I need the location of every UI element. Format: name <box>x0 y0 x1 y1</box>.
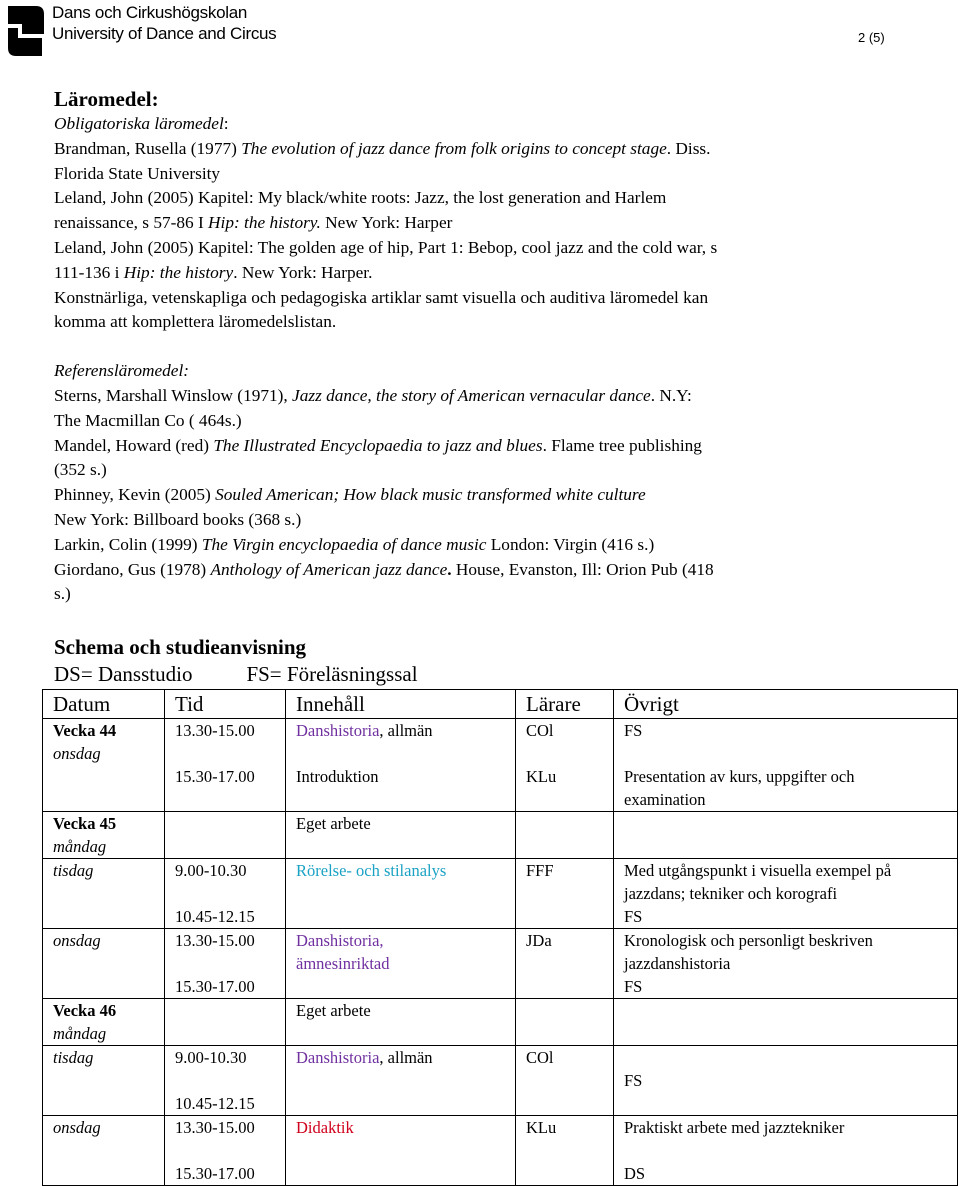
notes-cell <box>614 1046 958 1116</box>
ref-title: Souled American; How black music transformed white culture <box>215 485 646 505</box>
table-row <box>43 812 958 859</box>
date-cell <box>43 859 165 929</box>
ref-text: The Macmillan Co ( 464s.) <box>54 410 242 430</box>
ref-title: Hip: the history <box>123 262 234 282</box>
time-cell <box>165 812 286 859</box>
content-line <box>296 1046 505 1069</box>
date-cell <box>43 1046 165 1116</box>
date-cell <box>43 1116 165 1186</box>
header-innehall: Innehåll <box>286 690 516 719</box>
note-text: komma att komplettera läromedelslistan. <box>54 312 337 332</box>
reference-leland-1 <box>54 186 914 236</box>
note: Praktiskt arbete med jazztekniker <box>624 1118 845 1137</box>
ref-text: House, Evanston, Ill: Orion Pub (418 <box>451 559 714 579</box>
ref-text: Mandel, Howard (red) <box>54 435 214 455</box>
note: Med utgångspunkt i visuella exempel på <box>624 861 892 880</box>
content-cell <box>286 1116 516 1186</box>
ref-text: Leland, John (2005) Kapitel: My black/white roots: Jazz, the lost generation and Harlem <box>54 188 667 208</box>
ref-text: Leland, John (2005) Kapitel: The golden age of hip, Part 1: Bebop, cool jazz and the cold war, s <box>54 237 718 257</box>
content-cell <box>286 719 516 812</box>
time-slot: 13.30-15.00 <box>175 721 255 740</box>
reference-giordano <box>54 558 914 608</box>
day-label: onsdag <box>53 1118 101 1137</box>
time-slot: 13.30-15.00 <box>175 1118 255 1137</box>
note: FS <box>624 907 643 926</box>
ref-text: Brandman, Rusella (1977) <box>54 138 242 158</box>
reference-brandman <box>54 137 914 187</box>
teacher-cell <box>516 1116 614 1186</box>
content-cell <box>286 812 516 859</box>
note: DS <box>624 1164 646 1183</box>
teacher: JDa <box>526 931 552 950</box>
referens-label: Referensläromedel: <box>54 361 190 381</box>
reference-leland-2 <box>54 236 914 286</box>
note: examination <box>624 790 706 809</box>
ref-text: . Flame tree publishing <box>542 435 702 455</box>
note-text: Konstnärliga, vetenskapliga och pedagogiska artiklar samt visuella och auditiva läromedel kan <box>54 287 709 307</box>
ref-text: 111-136 i <box>54 262 124 282</box>
ref-title: The Virgin encyclopaedia of dance music <box>201 534 487 554</box>
table-row <box>43 719 958 812</box>
week-label: Vecka 44 <box>53 721 117 740</box>
institution-name-en: University of Dance and Circus <box>52 24 277 43</box>
date-cell <box>43 929 165 999</box>
ref-text: Phinney, Kevin (2005) <box>54 485 216 505</box>
note: jazzdanshistoria <box>624 954 731 973</box>
content-line <box>296 719 505 742</box>
content-text: Eget arbete <box>296 1001 371 1020</box>
teacher-cell <box>516 859 614 929</box>
teacher-cell <box>516 999 614 1046</box>
university-logo <box>4 4 46 58</box>
time-cell <box>165 929 286 999</box>
header-datum: Datum <box>43 690 165 719</box>
ref-text: Larkin, Colin (1999) <box>54 534 202 554</box>
day-label: onsdag <box>53 744 101 763</box>
week-label: Vecka 46 <box>53 1001 117 1020</box>
note: FS <box>624 977 643 996</box>
ref-text: . New York: Harper. <box>233 262 373 282</box>
day-label: onsdag <box>53 931 101 950</box>
note: FS <box>624 721 643 740</box>
content-cell <box>286 859 516 929</box>
notes-cell <box>614 719 958 812</box>
ref-text: New York: Harper <box>320 213 453 233</box>
ref-text: s.) <box>54 584 71 604</box>
ref-text: Sterns, Marshall Winslow (1971), <box>54 385 293 405</box>
content-cell <box>286 929 516 999</box>
teacher-cell <box>516 719 614 812</box>
time-cell <box>165 1046 286 1116</box>
content-cell <box>286 999 516 1046</box>
teacher: KLu <box>526 1118 557 1137</box>
table-row <box>43 1116 958 1186</box>
ref-title: The evolution of jazz dance from folk origins to concept stage <box>241 138 667 158</box>
content-colored: ämnesinriktad <box>296 954 390 973</box>
teacher: KLu <box>526 767 557 786</box>
teacher: FFF <box>526 861 554 880</box>
ref-text: New York: Billboard books (368 s.) <box>54 509 302 529</box>
time-slot: 15.30-17.00 <box>175 767 255 786</box>
ref-text: . Diss. <box>666 138 711 158</box>
content-cell <box>286 1046 516 1116</box>
notes-cell <box>614 999 958 1046</box>
main-content <box>54 86 914 607</box>
notes-cell <box>614 812 958 859</box>
reference-phinney <box>54 483 914 533</box>
date-cell <box>43 812 165 859</box>
week-label: Vecka 45 <box>53 814 117 833</box>
obligatory-label <box>54 112 914 137</box>
content-text: Introduktion <box>296 767 379 786</box>
laromedel-heading: Läromedel: <box>54 87 159 111</box>
time-cell <box>165 859 286 929</box>
header-tid: Tid <box>165 690 286 719</box>
ref-title: Hip: the history. <box>208 213 321 233</box>
legend-fs: FS= Föreläsningssal <box>246 662 418 686</box>
ref-text: Giordano, Gus (1978) <box>54 559 211 579</box>
note: jazzdans; tekniker och korografi <box>624 884 838 903</box>
content-colored: Rörelse- och stilanalys <box>296 861 447 880</box>
content-colored: Danshistoria <box>296 1048 380 1067</box>
time-slot: 15.30-17.00 <box>175 1164 255 1183</box>
reference-mandel <box>54 434 914 484</box>
day-label: måndag <box>53 1024 107 1043</box>
note: Presentation av kurs, uppgifter och <box>624 767 855 786</box>
time-slot: 10.45-12.15 <box>175 1094 255 1113</box>
time-cell <box>165 719 286 812</box>
teacher: COl <box>526 721 554 740</box>
time-cell <box>165 1116 286 1186</box>
ref-title: Jazz dance, the story of American vernacular dance <box>292 385 651 405</box>
header-ovrigt: Övrigt <box>614 690 958 719</box>
time-slot: 13.30-15.00 <box>175 931 255 950</box>
ref-text: London: Virgin (416 s.) <box>486 534 655 554</box>
table-row <box>43 859 958 929</box>
page-number: 2 (5) <box>858 30 885 45</box>
time-slot: 9.00-10.30 <box>175 861 247 880</box>
day-label: måndag <box>53 837 107 856</box>
ref-text: . N.Y: <box>650 385 692 405</box>
reference-larkin <box>54 533 914 558</box>
note: FS <box>624 1071 643 1090</box>
teacher-cell <box>516 812 614 859</box>
room-legend <box>54 662 418 687</box>
notes-cell <box>614 929 958 999</box>
content-colored: Danshistoria <box>296 721 380 740</box>
obligatory-label-text: Obligatoriska läromedel <box>54 114 224 133</box>
table-row <box>43 999 958 1046</box>
content-text: , allmän <box>379 721 433 740</box>
supplement-note <box>54 286 914 336</box>
teacher-cell <box>516 929 614 999</box>
ref-text: Florida State University <box>54 163 221 183</box>
time-slot: 15.30-17.00 <box>175 977 255 996</box>
institution-name <box>52 2 276 44</box>
schedule-table <box>42 689 958 1186</box>
content-colored: Didaktik <box>296 1118 354 1137</box>
ref-title: Anthology of American jazz dance <box>210 559 448 579</box>
table-row <box>43 1046 958 1116</box>
day-label: tisdag <box>53 1048 94 1067</box>
time-slot: 10.45-12.15 <box>175 907 255 926</box>
ref-text: (352 s.) <box>54 460 107 480</box>
time-slot: 9.00-10.30 <box>175 1048 247 1067</box>
time-cell <box>165 999 286 1046</box>
reference-sterns <box>54 384 914 434</box>
institution-name-sv: Dans och Cirkushögskolan <box>52 3 248 22</box>
obligatory-label-colon: : <box>223 114 229 133</box>
content-colored: Danshistoria, <box>296 931 384 950</box>
date-cell <box>43 719 165 812</box>
content-text: Eget arbete <box>296 814 371 833</box>
ref-text: . <box>447 559 452 579</box>
header-larare: Lärare <box>516 690 614 719</box>
ref-title: The Illustrated Encyclopaedia to jazz and blues <box>213 435 543 455</box>
table-row <box>43 929 958 999</box>
schema-title: Schema och studieanvisning <box>54 635 307 659</box>
date-cell <box>43 999 165 1046</box>
notes-cell <box>614 859 958 929</box>
legend-ds: DS= Dansstudio <box>54 662 193 686</box>
content-text: , allmän <box>379 1048 433 1067</box>
day-label: tisdag <box>53 861 94 880</box>
ref-text: renaissance, s 57-86 I <box>54 213 209 233</box>
teacher: COl <box>526 1048 554 1067</box>
table-header-row <box>43 690 958 719</box>
teacher-cell <box>516 1046 614 1116</box>
notes-cell <box>614 1116 958 1186</box>
note: Kronologisk och personligt beskriven <box>624 931 873 950</box>
